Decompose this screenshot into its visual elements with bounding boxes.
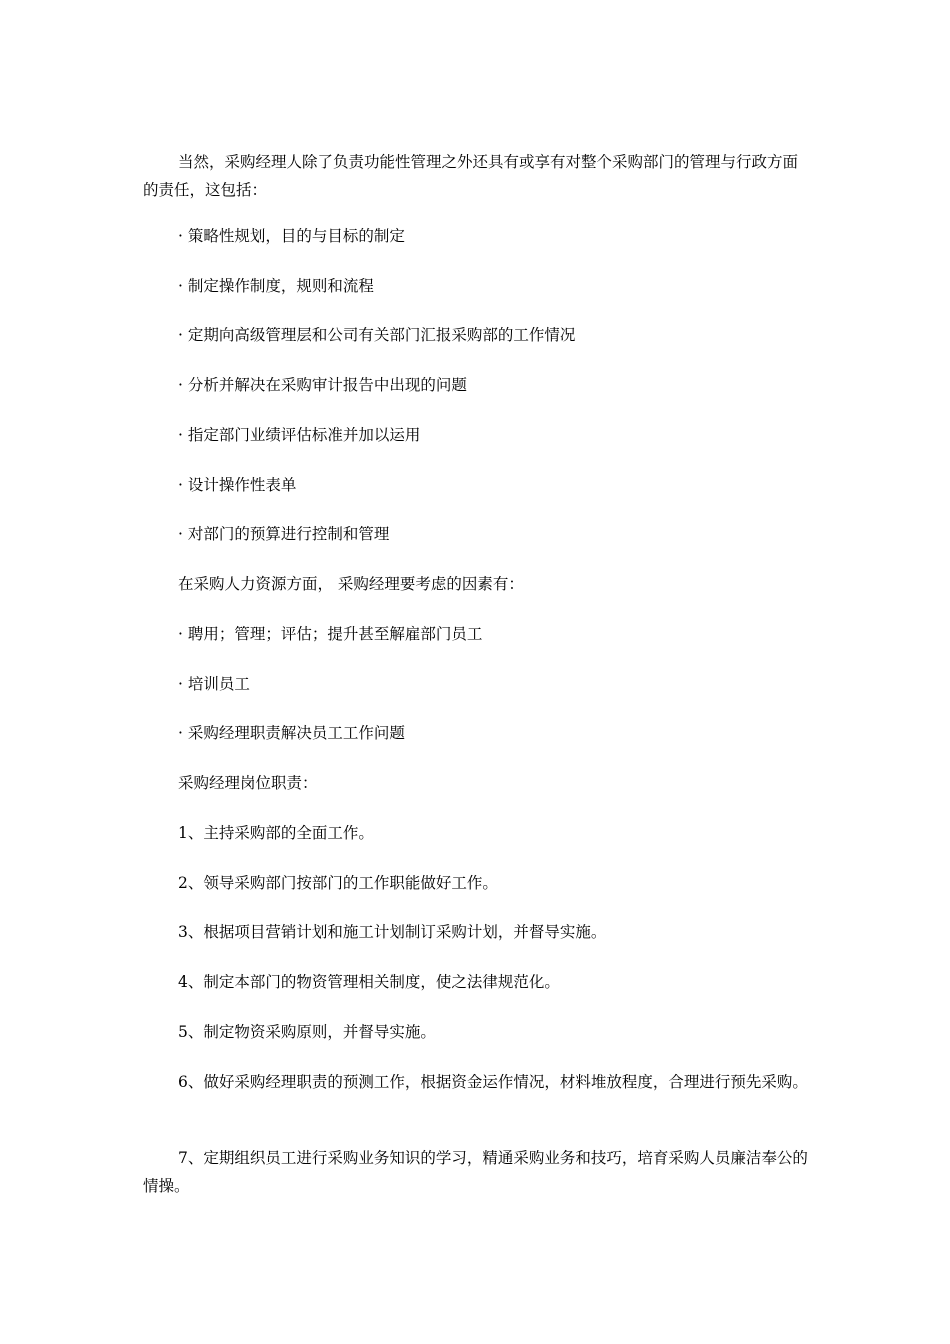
duty-item-6: 6、做好采购经理职责的预测工作，根据资金运作情况，材料堆放程度，合理进行预先采购。 (178, 1073, 808, 1091)
duty-item-4: 4、制定本部门的物资管理相关制度，使之法律规范化。 (178, 973, 560, 991)
bullet-design-forms: · 设计操作性表单 (178, 476, 297, 494)
duty-item-5: 5、制定物资采购原则，并督导实施。 (178, 1023, 436, 1041)
duties-heading: 采购经理岗位职责： (178, 774, 318, 792)
bullet-operating-rules: · 制定操作制度，规则和流程 (178, 277, 374, 295)
bullet-report-to-management: · 定期向高级管理层和公司有关部门汇报采购部的工作情况 (178, 326, 576, 344)
duty-item-2: 2、领导采购部门按部门的工作职能做好工作。 (178, 874, 498, 892)
bullet-audit-issues: · 分析并解决在采购审计报告中出现的问题 (178, 376, 467, 394)
duty-item-1: 1、主持采购部的全面工作。 (178, 824, 374, 842)
duty-item-3: 3、根据项目营销计划和施工计划制订采购计划，并督导实施。 (178, 923, 607, 941)
duty-item-7: 7、定期组织员工进行采购业务知识的学习，精通采购业务和技巧，培育采购人员廉洁奉公的情操。 (143, 1149, 808, 1195)
intro-paragraph: 当然，采购经理人除了负责功能性管理之外还具有或享有对整个采购部门的管理与行政方面的责任，这包括： (143, 153, 799, 199)
bullet-training: · 培训员工 (178, 675, 250, 693)
bullet-performance-standards: · 指定部门业绩评估标准并加以运用 (178, 426, 421, 444)
bullet-staff-issues: · 采购经理职责解决员工工作问题 (178, 724, 405, 742)
bullet-hiring: · 聘用；管理；评估；提升甚至解雇部门员工 (178, 625, 483, 643)
bullet-budget-control: · 对部门的预算进行控制和管理 (178, 525, 390, 543)
hr-section-heading: 在采购人力资源方面， 采购经理要考虑的因素有： (178, 575, 524, 593)
bullet-strategic-planning: · 策略性规划，目的与目标的制定 (178, 227, 405, 245)
